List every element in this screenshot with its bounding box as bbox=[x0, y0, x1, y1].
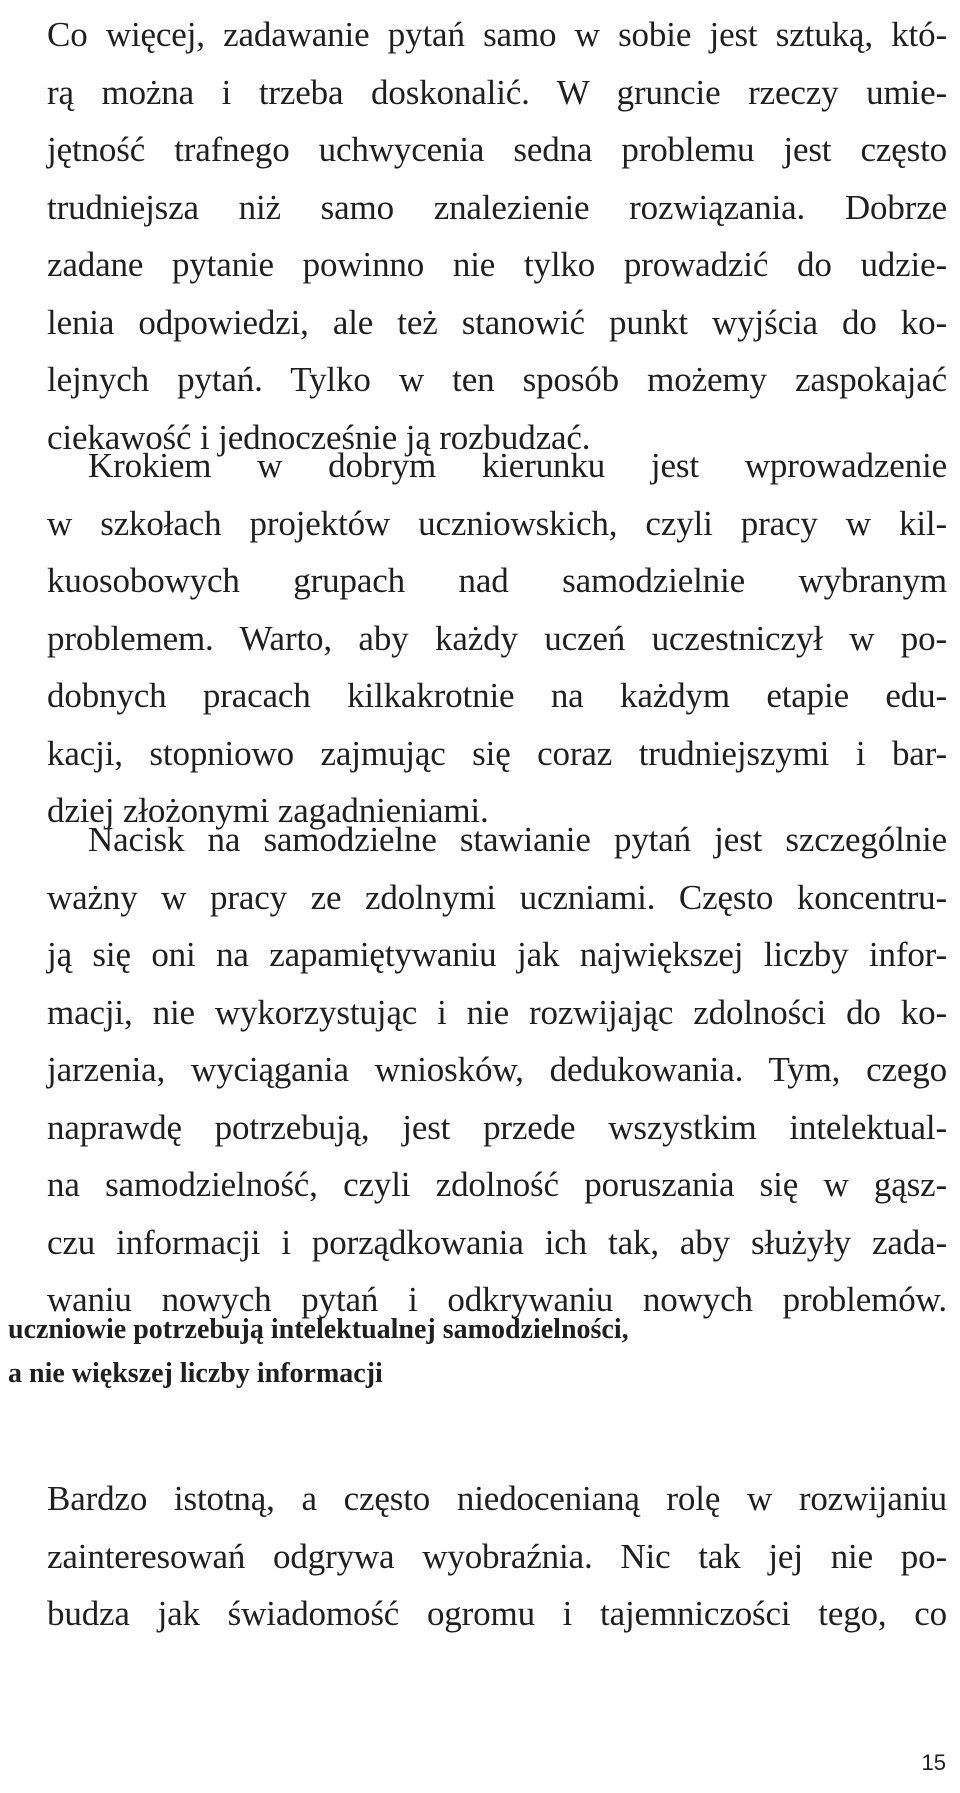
text-line: dziej złożonymi zagadnieniami. bbox=[47, 791, 489, 830]
text-line: zainteresowań odgrywa wyobraźnia. Nic tak jej nie po- bbox=[47, 1536, 947, 1576]
text-line: problemem. Warto, aby każdy uczeń uczestniczył w po- bbox=[47, 618, 947, 658]
text-line: kacji, stopniowo zajmując się coraz trudniejszymi i bar- bbox=[47, 733, 947, 773]
text-line: trudniejsza niż samo znalezienie rozwiązania. Dobrze bbox=[47, 187, 947, 227]
text-line: budza jak świadomość ogromu i tajemniczości tego, co bbox=[47, 1594, 947, 1633]
text-line: jarzenia, wyciągania wniosków, dedukowania. Tym, czego bbox=[47, 1050, 947, 1089]
text-line: rą można i trzeba doskonalić. W gruncie rzeczy umie- bbox=[47, 72, 947, 112]
text-line: Krokiem w dobrym kierunku jest wprowadzenie bbox=[88, 446, 947, 485]
section-heading bbox=[8, 1308, 908, 1396]
paragraph-1 bbox=[47, 6, 947, 466]
text-line: na samodzielność, czyli zdolność poruszania się w gąsz- bbox=[47, 1165, 947, 1204]
text-line: lenia odpowiedzi, ale też stanowić punkt wyjścia do ko- bbox=[47, 302, 947, 342]
page-number: 15 bbox=[921, 1750, 946, 1775]
text-line: macji, nie wykorzystując i nie rozwijając zdolności do ko- bbox=[47, 992, 947, 1032]
text-line: dobnych pracach kilkakrotnie na każdym etapie edu- bbox=[47, 676, 947, 715]
text-line: zadane pytanie powinno nie tylko prowadzić do udzie- bbox=[47, 245, 947, 284]
text-line: ją się oni na zapamiętywaniu jak największej liczby infor- bbox=[47, 935, 947, 974]
paragraph-3 bbox=[47, 811, 947, 1329]
heading-line: uczniowie potrzebują intelektualnej samodzielności, bbox=[8, 1314, 629, 1345]
text-line: ciekawość i jednocześnie ją rozbudzać. bbox=[47, 417, 591, 457]
text-line: w szkołach projektów uczniowskich, czyli pracy w kil- bbox=[47, 503, 947, 543]
text-line: kuosobowych grupach nad samodzielnie wybranym bbox=[47, 561, 947, 600]
text-line: Bardzo istotną, a często niedocenianą rolę w rozwijaniu bbox=[47, 1479, 947, 1518]
heading-line: a nie większej liczby informacji bbox=[8, 1358, 383, 1389]
text-line: Co więcej, zadawanie pytań samo w sobie jest sztuką, któ- bbox=[47, 15, 947, 54]
text-line: waniu nowych pytań i odkrywaniu nowych problemów. bbox=[47, 1280, 947, 1319]
text-line: lejnych pytań. Tylko w ten sposób możemy zaspokajać bbox=[47, 360, 947, 399]
paragraph-2 bbox=[47, 437, 947, 840]
text-line: czu informacji i porządkowania ich tak, aby służyły zada- bbox=[47, 1222, 947, 1262]
paragraph-4 bbox=[47, 1470, 947, 1643]
text-line: ważny w pracy ze zdolnymi uczniami. Często koncentru- bbox=[47, 877, 947, 917]
text-line: Nacisk na samodzielne stawianie pytań jest szczególnie bbox=[88, 820, 947, 859]
text-line: jętność trafnego uchwycenia sedna problemu jest często bbox=[47, 130, 947, 169]
text-line: naprawdę potrzebują, jest przede wszystkim intelektual- bbox=[47, 1107, 947, 1147]
